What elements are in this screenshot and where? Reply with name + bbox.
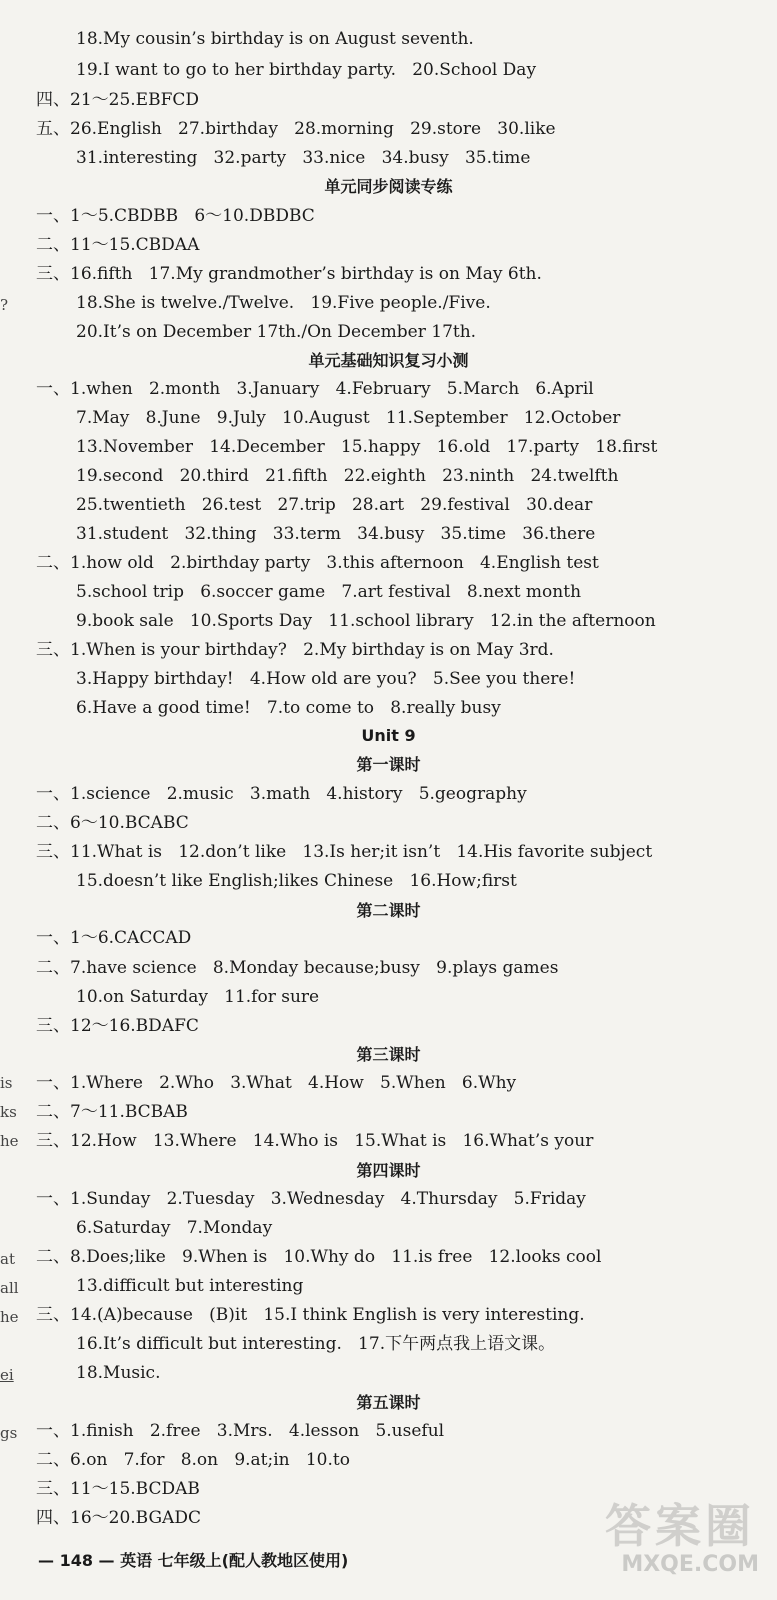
answer-line: 四、16～20.BGADC (36, 1508, 201, 1528)
answer-line: 二、8.Does;like 9.When is 10.Why do 11.is free 12.looks cool (36, 1247, 602, 1267)
answer-line: 20.It’s on December 17th./On December 17th. (76, 322, 477, 342)
answer-line: 五、26.English 27.birthday 28.morning 29.store 30.like (36, 119, 556, 139)
answer-line: 18.My cousin’s birthday is on August seventh. (76, 29, 474, 49)
answer-line: 10.on Saturday 11.for sure (76, 987, 320, 1007)
answer-line: 7.May 8.June 9.July 10.August 11.September 12.October (76, 408, 621, 428)
answer-line: 三、14.(A)because (B)it 15.I think English is very interesting. (36, 1305, 585, 1325)
margin-fragment: ks (0, 1103, 17, 1121)
watermark-logo: 答案圈 (605, 1499, 755, 1553)
answer-line: 一、1.when 2.month 3.January 4.February 5.March 6.April (36, 379, 594, 399)
page-footer: — 148 — 英语 七年级上(配人教地区使用) (38, 1551, 349, 1570)
margin-fragment: he (0, 1132, 19, 1150)
margin-fragment: ei (0, 1366, 14, 1384)
margin-fragment: he (0, 1308, 19, 1326)
answer-line: 15.doesn’t like English;likes Chinese 16.How;first (76, 871, 517, 891)
answer-line: 三、12～16.BDAFC (36, 1016, 199, 1036)
answer-line: 13.difficult but interesting (76, 1276, 304, 1296)
answer-line: 16.It’s difficult but interesting. 17.下午两点我上语文课。 (76, 1334, 556, 1354)
answer-line: 四、21～25.EBFCD (36, 90, 200, 110)
answer-line: 三、12.How 13.Where 14.Who is 15.What is 16.What’s your (36, 1131, 594, 1151)
margin-fragment: is (0, 1074, 13, 1092)
answer-line: 一、1～6.CACCAD (36, 928, 192, 948)
answer-line: 31.interesting 32.party 33.nice 34.busy 35.time (76, 148, 531, 168)
lesson-heading: 第一课时 (356, 755, 421, 774)
answer-line: 三、1.When is your birthday? 2.My birthday is on May 3rd. (36, 640, 554, 660)
answer-line: 二、6.on 7.for 8.on 9.at;in 10.to (36, 1450, 350, 1470)
answer-line: 6.Saturday 7.Monday (76, 1218, 273, 1238)
lesson-heading: 第四课时 (356, 1161, 421, 1180)
lesson-heading: 第三课时 (356, 1045, 421, 1064)
answer-line: 18.Music. (76, 1363, 161, 1383)
answer-line: 一、1.Where 2.Who 3.What 4.How 5.When 6.Why (36, 1073, 517, 1093)
answer-line: 二、1.how old 2.birthday party 3.this afternoon 4.English test (36, 553, 599, 573)
answer-line: 一、1.Sunday 2.Tuesday 3.Wednesday 4.Thursday 5.Friday (36, 1189, 586, 1209)
answer-line: 31.student 32.thing 33.term 34.busy 35.time 36.there (76, 524, 596, 544)
answer-line: 一、1.science 2.music 3.math 4.history 5.geography (36, 784, 527, 804)
answer-line: 二、7.have science 8.Monday because;busy 9.plays games (36, 958, 559, 978)
answer-line: 二、11～15.CBDAA (36, 235, 200, 255)
answer-line: 二、7～11.BCBAB (36, 1102, 188, 1122)
answer-line: 3.Happy birthday! 4.How old are you? 5.See you there! (76, 669, 576, 689)
answer-line: 13.November 14.December 15.happy 16.old 17.party 18.first (76, 437, 658, 457)
answer-line: 6.Have a good time! 7.to come to 8.really busy (76, 698, 501, 718)
answer-line: 25.twentieth 26.test 27.trip 28.art 29.festival 30.dear (76, 495, 593, 515)
answer-line: 19.I want to go to her birthday party. 20.School Day (76, 60, 537, 80)
answer-line: 三、11～15.BCDAB (36, 1479, 200, 1499)
answer-line: 5.school trip 6.soccer game 7.art festival 8.next month (76, 582, 582, 602)
unit-heading: Unit 9 (361, 726, 416, 745)
section-heading: 单元基础知识复习小测 (308, 351, 469, 370)
section-heading: 单元同步阅读专练 (324, 177, 453, 196)
answer-line: 19.second 20.third 21.fifth 22.eighth 23.ninth 24.twelfth (76, 466, 619, 486)
answer-line: 一、1.finish 2.free 3.Mrs. 4.lesson 5.useful (36, 1421, 445, 1441)
answer-line: 三、11.What is 12.don’t like 13.Is her;it isn’t 14.His favorite subject (36, 842, 653, 862)
margin-fragment: gs (0, 1424, 18, 1442)
answer-line: 一、1～5.CBDBB 6～10.DBDBC (36, 206, 315, 226)
margin-fragment: ? (0, 296, 9, 314)
lesson-heading: 第二课时 (356, 901, 421, 920)
watermark-url: MXQE.COM (621, 1552, 759, 1577)
lesson-heading: 第五课时 (356, 1393, 421, 1412)
margin-fragment: at (0, 1250, 15, 1268)
answer-line: 18.She is twelve./Twelve. 19.Five people./Five. (76, 293, 491, 313)
answer-line: 三、16.fifth 17.My grandmother’s birthday is on May 6th. (36, 264, 542, 284)
margin-fragment: all (0, 1279, 19, 1297)
answer-line: 二、6～10.BCABC (36, 813, 189, 833)
answer-line: 9.book sale 10.Sports Day 11.school library 12.in the afternoon (76, 611, 656, 631)
